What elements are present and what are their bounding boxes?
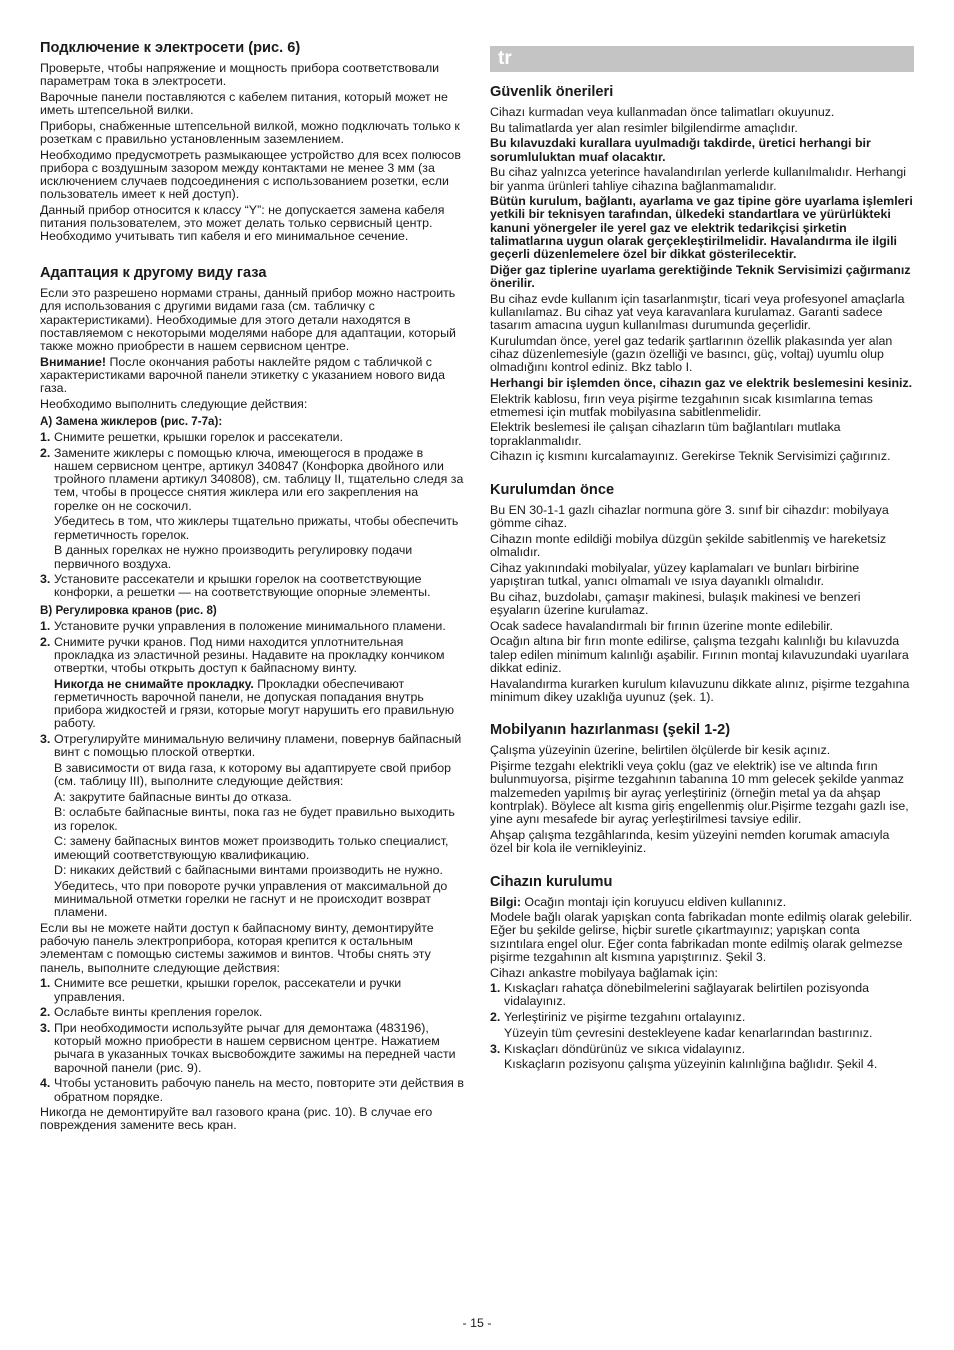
info-paragraph: Bilgi: Ocağın montajı için koruyucu eldiven kullanınız. — [490, 894, 787, 909]
indented-paragraph: A: закрутите байпасные винты до отказа. — [54, 789, 292, 804]
paragraph: Elektrik beslemesi ile çalışan cihazların tüm bağlantıları mutlaka topraklanmalıdır. — [490, 420, 841, 448]
indented-paragraph: Никогда не снимайте прокладку. Прокладки обеспечивают герметичность варочной панели, не допуская попадания внутрь прибора жидкостей и грязи, которые могут нарушить его правильную работу. — [54, 676, 455, 731]
page-number: - 15 - — [462, 1316, 492, 1330]
list-item: 3. Отрегулируйте минимальную величину пламени, повернув байпасный винт с помощью плоской отвертки. — [40, 731, 462, 760]
indented-paragraph: C: замену байпасных винтов может производить только специалист, имеющий соответствующую квалификацию. — [54, 834, 449, 862]
paragraph: Приборы, снабженные штепсельной вилкой, можно подключать только к розеткам с правильно установленным заземлением. — [40, 118, 460, 147]
indented-paragraph: Kıskaçların pozisyonu çalışma yüzeyinin kalınlığına bağlıdır. Şekil 4. — [504, 1057, 878, 1072]
paragraph: Cihazı kurmadan veya kullanmadan önce talimatları okuyunuz. — [490, 105, 835, 119]
section-title-electrical: Подключение к электросети (рис. 6) — [40, 40, 301, 56]
paragraph: Pişirme tezgahı elektrikli veya çoklu (gaz ve elektrik) ise ve altında fırın bulunmuyorsa, pişirme tezgahının tabanına 10 mm gelecek şekilde yanmaz malzemeden yapılmış bir ayraç yerleştiriniz (örneğin metal ya da ahşap kontrplak). Böylece alt kısma giriş engellenmiş olur.Pişirme tezgahı gazlı ise, yine aynı mesafede bir ayraç yerleştirilmesi tavsiye edilir. — [490, 759, 909, 826]
list-item: 2. Снимите ручки кранов. Под ними находится уплотнительная прокладка из эластичной резины. Надавите на прокладку кончиком отвертки, чтобы открыть доступ к байпасному винту. — [40, 634, 445, 675]
section-title-installation: Cihazın kurulumu — [490, 873, 613, 890]
right-column — [490, 46, 914, 1074]
paragraph: Modele bağlı olarak yapışkan conta fabrikadan monte edilmiş olarak gelebilir. Eğer bu şekilde gelirse, hiçbir suretle çıkartmayınız; yapışkan conta sızıntılara engel olur. Eğer conta fabrikadan monte edilmiş olarak gelmezse pişirme tezgahının alt kısmına yapıştırınız. Şekil 3. — [490, 910, 913, 964]
list-item: 3. При необходимости используйте рычаг для демонтажа (483196), который можно приобрести в нашем сервисном центре. Нажатием рычага в указанных точках высвобождите зажимы на передней части варочной панели (рис. 9). — [40, 1021, 456, 1075]
paragraph: Cihazın monte edildiği mobilya düzgün şekilde sabitlenmiş ve hareketsiz olmalıdır. — [490, 531, 887, 560]
paragraph: Варочные панели поставляются с кабелем питания, который может не иметь штепсельной вилки. — [40, 89, 448, 118]
paragraph: Ocağın altına bir fırın monte edilirse, çalışma tezgahı kalınlığı bu kılavuzda talep edilen minimum kalınlığı aşabilir. Fırının montaj kılavuzundaki uyarılara dikkat ediniz. — [490, 634, 909, 675]
list-item: 3. Kıskaçları döndürünüz ve sıkıca vidalayınız. — [490, 1041, 746, 1056]
paragraph: Никогда не демонтируйте вал газового крана (рис. 10). В случае его повреждения замените весь кран. — [40, 1105, 433, 1133]
paragraph: Çalışma yüzeyinin üzerine, belirtilen ölçülerde bir kesik açınız. — [490, 743, 831, 758]
list-item: 4. Чтобы установить рабочую панель на место, повторите эти действия в обратном порядке. — [40, 1076, 464, 1104]
paragraph: Если вы не можете найти доступ к байпасному винту, демонтируйте рабочую панель электроприбора, которая крепится к остальным элементам с помощью системы зажимов и винтов. Чтобы снять эту панель, выполните следующие действия: — [40, 921, 434, 975]
indented-paragraph: B: ослабьте байпасные винты, пока газ не будет правильно выходить из горелок. — [54, 805, 455, 833]
subsection-title-jets: A) Замена жиклеров (рис. 7-7a): — [40, 414, 223, 428]
paragraph: Bu EN 30-1-1 gazlı cihazlar normuna göre 3. sınıf bir cihazdır: mobilyaya gömme cihaz. — [490, 503, 889, 531]
bold-paragraph: Bütün kurulum, bağlantı, ayarlama ve gaz tipine göre uyarlama işlemleri yetkili bir teknisyen tarafından, ülkedeki standartlara ve yürürlükteki kanuni yönergeler ile yerel gaz ve elektrik tedarikçisi şirketin talimatlarına uygun olarak gerçekleştirilmelidir. Havalandırma ile ilgili geçerli düzenlemelere özel bir dikkat gösterilecektir. — [490, 194, 913, 262]
list-item: 2. Ослабьте винты крепления горелок. — [40, 1005, 263, 1020]
paragraph: Bu cihaz yalnızca yeterince havalandırılan yerlerde kullanılmalıdır. Herhangi bir yanma ürünleri tahliye cihazına bağlanmamalıdır. — [490, 165, 906, 193]
paragraph: Cihazı ankastre mobilyaya bağlamak için: — [490, 965, 718, 980]
paragraph: Проверьте, чтобы напряжение и мощность прибора соответствовали параметрам тока в электросети. — [40, 61, 440, 89]
list-item: 1. Kıskaçları rahatça dönebilmelerini sağlayarak belirtilen pozisyonda vidalayınız. — [490, 981, 870, 1009]
indented-paragraph: Yüzeyin tüm çevresini destekleyene kadar kenarlarından bastırınız. — [504, 1025, 873, 1040]
list-item: 3. Установите рассекатели и крышки горелок на соответствующие конфорки, а решетки — на соответствующие опорные элементы. — [40, 572, 431, 600]
paragraph: Bu talimatlarda yer alan resimler bilgilendirme amaçlıdır. — [490, 120, 798, 135]
bold-paragraph: Diğer gaz tiplerine uyarlama gerektiğinde Teknik Servisimizi çağırmanız önerilir. — [490, 262, 911, 290]
paragraph: Elektrik kablosu, fırın veya pişirme tezgahının sıcak kısımlarına temas etmemesi için mutfak mobilyasına sabitlenmelidir. — [490, 391, 873, 419]
list-item: 1. Снимите решетки, крышки горелок и рассекатели. — [40, 430, 344, 445]
section-title-gas-adaptation: Адаптация к другому виду газа — [40, 265, 267, 282]
paragraph: Ocak sadece havalandırmalı bir fırının üzerine monte edilebilir. — [490, 618, 833, 633]
language-bar: tr — [490, 46, 914, 72]
paragraph: Bu cihaz evde kullanım için tasarlanmıştır, ticari veya profesyonel amaçlarla kullanılamaz. Bu cihaz yat veya karavanlara kurulamaz. Garanti sadece tasarım amacına uygun kullanılması durumunda geçerlidir. — [490, 291, 905, 333]
list-item: 2. Yerleştiriniz ve pişirme tezgahını ortalayınız. — [490, 1010, 746, 1025]
warning-label: Внимание! — [40, 354, 107, 369]
left-column — [40, 40, 464, 1135]
paragraph: Необходимо предусмотреть размыкающее устройство для всех полюсов прибора с воздушным зазором между контактами не менее 3 мм (за исключением случаев подсоединения с использованием розетки, если пользователь имеет к ней доступ). — [40, 147, 461, 202]
section-title-furniture: Mobilyanın hazırlanması (şekil 1-2) — [490, 722, 731, 739]
list-item: 1. Снимите все решетки, крышки горелок, рассекатели и ручки управления. — [40, 976, 402, 1004]
indented-paragraph: В данных горелках не нужно производить регулировку подачи первичного воздуха. — [54, 543, 413, 571]
bold-paragraph: Herhangi bir işlemden önce, cihazın gaz ve elektrik beslemesini kesiniz. — [490, 375, 913, 390]
indented-paragraph: Убедитесь в том, что жиклеры тщательно прижаты, чтобы обеспечить герметичность горелок. — [54, 514, 459, 542]
paragraph: Cihazın iç kısmını kurcalamayınız. Gerekirse Teknik Servisimizi çağırınız. — [490, 449, 891, 464]
indented-paragraph: D: никаких действий с байпасными винтами производить не нужно. — [54, 863, 443, 878]
paragraph: Необходимо выполнить следующие действия: — [40, 396, 308, 411]
paragraph: Kurulumdan önce, yerel gaz tedarik şartlarının özellik plakasında yer alan cihaz düzenlemesiyle (gazın özelliği ve basıncı, güç, voltaj) uyumlu olup olmadığını kontrol ediniz. Bkz tablo I. — [490, 333, 893, 375]
info-label: Bilgi: — [490, 894, 521, 909]
paragraph: Cihaz yakınındaki mobilyalar, yüzey kaplamaları ve bunları birbirine yapıştıran tutkal, yanıcı olmamalı ve ısıya dayanıklı olmalıdır. — [490, 560, 860, 589]
paragraph: Havalandırma kurarken kurulum kılavuzunu dikkate alınız, pişirme tezgahına minimum dikey uzaklığa uyunuz (şek. 1). — [490, 676, 910, 704]
paragraph: Bu cihaz, buzdolabı, çamaşır makinesi, bulaşık makinesi ve benzeri eşyaların üzerine kurulamaz. — [490, 589, 861, 617]
section-title-before-install: Kurulumdan önce — [490, 482, 615, 499]
bold-paragraph: Bu kılavuzdaki kurallara uyulmadığı takdirde, üretici herhangi bir sorumluluktan muaf olacaktır. — [490, 136, 871, 164]
section-title-safety: Güvenlik önerileri — [490, 84, 614, 100]
indented-paragraph: Убедитесь, что при повороте ручки управления от максимальной до минимальной отметки горелки не гаснут и не происходит возврат пламени. — [54, 878, 448, 920]
paragraph: Если это разрешено нормами страны, данный прибор можно настроить для использования с другими видами газа (см. табличку с характеристиками). Необходимые для этого детали находятся в поставляемом с некоторыми моделями наборе для адаптации, который также можно приобрести в нашем сервисном центре. — [40, 286, 456, 353]
list-item: 1. Установите ручки управления в положение минимального пламени. — [40, 618, 446, 633]
subsection-title-taps: B) Регулировка кранов (рис. 8) — [40, 603, 217, 617]
indented-paragraph: В зависимости от вида газа, к которому вы адаптируете свой прибор (см. таблицу III), выполните следующие действия: — [54, 760, 452, 789]
paragraph: Данный прибор относится к классу “Y”: не допускается замена кабеля питания пользователем, это может делать только сервисный центр. Необходимо учитывать тип кабеля и его минимальное сечение. — [40, 203, 445, 244]
list-item: 2. Замените жиклеры с помощью ключа, имеющегося в продаже в нашем сервисном центре, артикул 340847 (Конфорка двойного или тройного пламени артикул 340808), см. таблицу II, тщательно следя за тем, чтобы в процессе снятия жиклера или его закрепления на горелке он не соскочил. — [40, 445, 464, 513]
paragraph: Ahşap çalışma tezgâhlarında, kesim yüzeyini nemden korumak amacıyla özel bir kola ile vernikleyiniz. — [490, 827, 890, 855]
warning-paragraph: Внимание! После окончания работы наклейте рядом с табличкой с характеристиками варочной панели этикетку с указанием нового вида газа. — [40, 354, 445, 396]
